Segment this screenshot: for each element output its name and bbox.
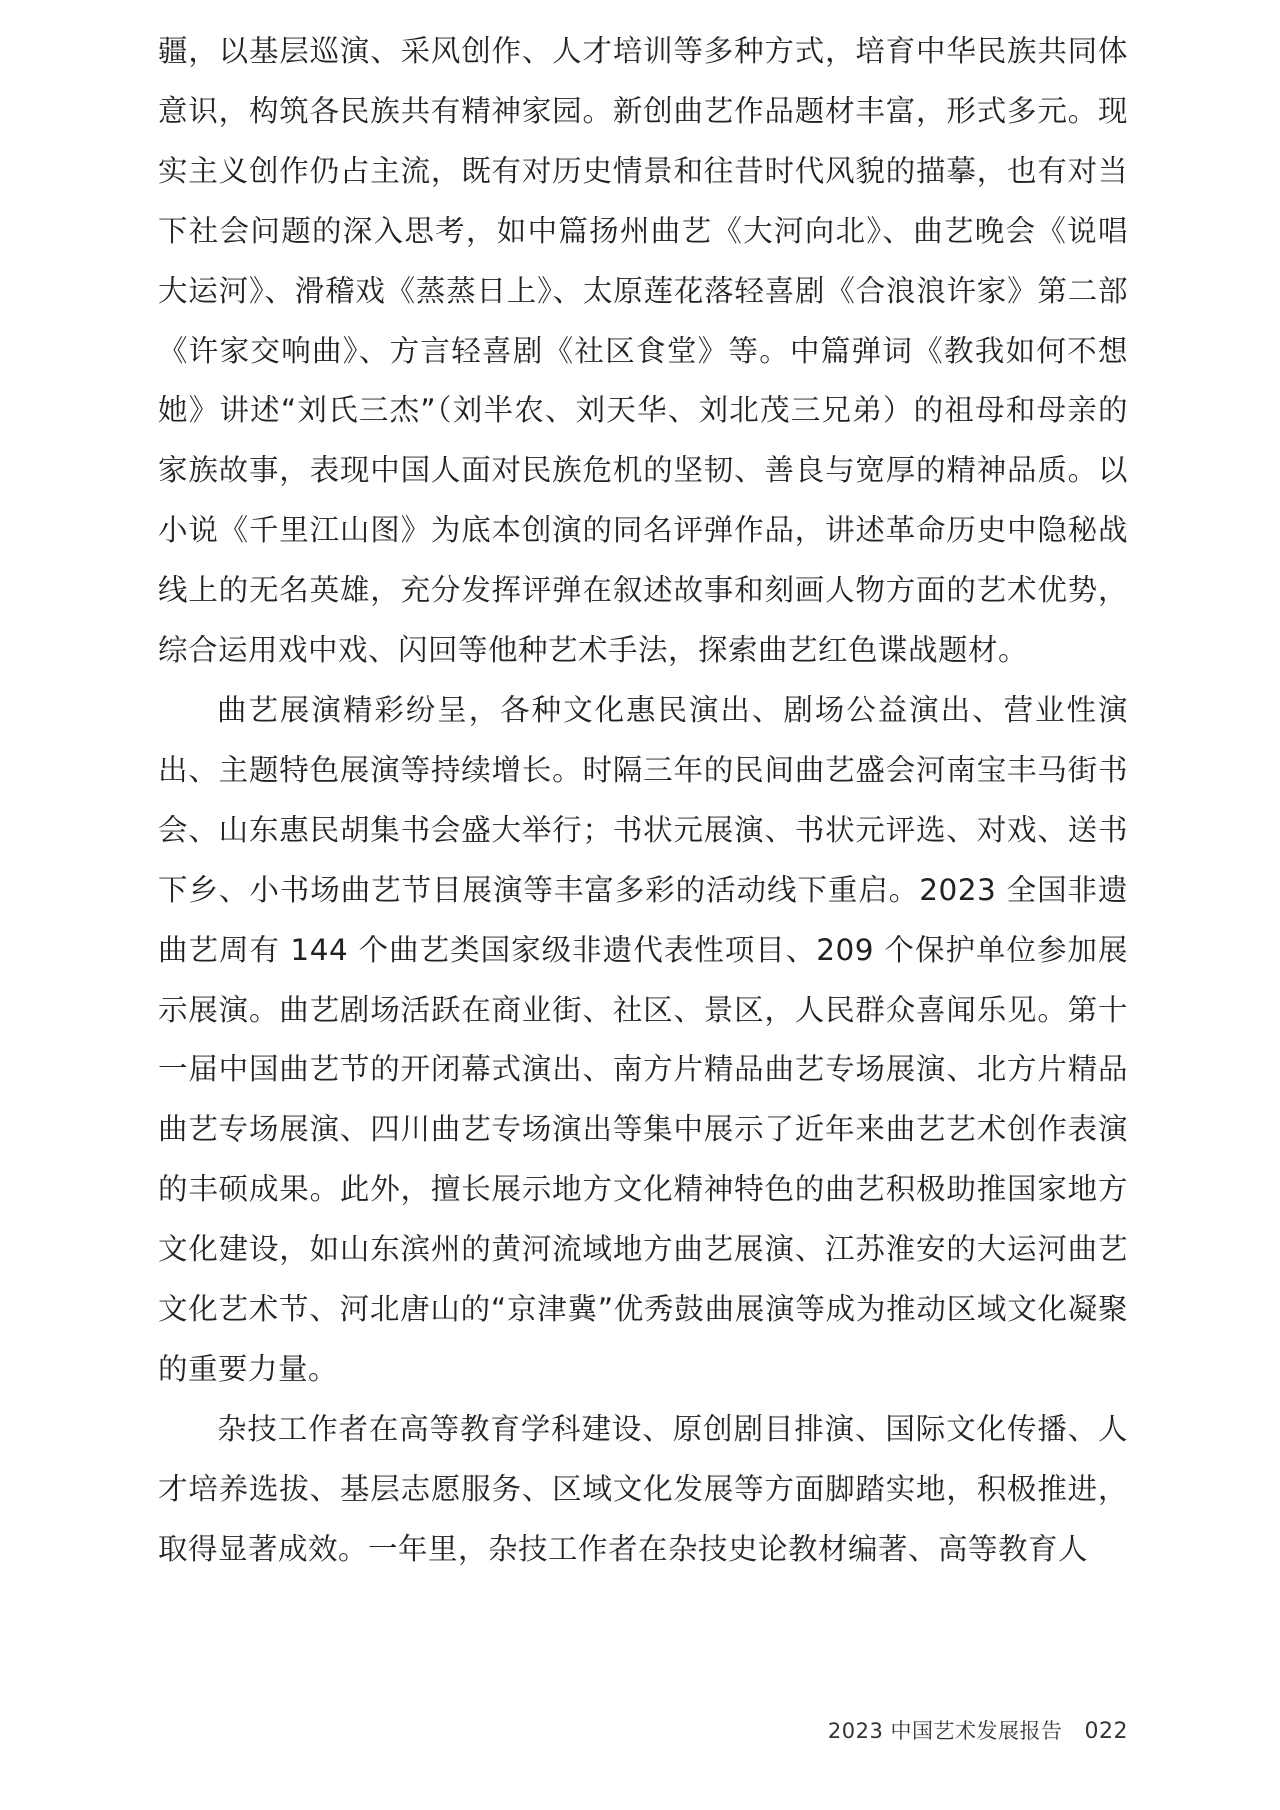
paragraph-quyi-performance: 曲艺展演精彩纷呈，各种文化惠民演出、剧场公益演出、营业性演出、主题特色展演等持续增长。时隔三年的民间曲艺盛会河南宝丰马街书会、山东惠民胡集书会盛大举行；书状元展演、书状元评选、对戏、送书下乡、小书场曲艺节目展演等丰富多彩的活动线下重启。2023 全国非遗曲艺周有 144 个曲艺类国家级非遗代表性项目、209 个保护单位参加展示展演。曲艺剧场活跃在商业街、社区、景区，人民群众喜闻乐见。第十一届中国曲艺节的开闭幕式演出、南方片精品曲艺专场展演、北方片精品曲艺专场展演、四川曲艺专场演出等集中展示了近年来曲艺艺术创作表演的丰硕成果。此外，擅长展示地方文化精神特色的曲艺积极助推国家地方文化建设，如山东滨州的黄河流域地方曲艺展演、江苏淮安的大运河曲艺文化艺术节、河北唐山的“京津冀”优秀鼓曲展演等成为推动区域文化凝聚的重要力量。: [158, 692, 1128, 1386]
page-footer: [828, 1715, 1128, 1745]
body-text: [158, 22, 1128, 1580]
paragraph-quyi-creation: 疆，以基层巡演、采风创作、人才培训等多种方式，培育中华民族共同体意识，构筑各民族共有精神家园。新创曲艺作品题材丰富，形式多元。现实主义创作仍占主流，既有对历史情景和往昔时代风貌的描摹，也有对当下社会问题的深入思考，如中篇扬州曲艺《大河向北》、曲艺晚会《说唱大运河》、滑稽戏《蒸蒸日上》、太原莲花落轻喜剧《合浪浪许家》第二部《许家交响曲》、方言轻喜剧《社区食堂》等。中篇弹词《教我如何不想她》讲述“刘氏三杰”（刘半农、刘天华、刘北茂三兄弟）的祖母和母亲的家族故事，表现中国人面对民族危机的坚韧、善良与宽厚的精神品质。以小说《千里江山图》为底本创演的同名评弹作品，讲述革命历史中隐秘战线上的无名英雄，充分发挥评弹在叙述故事和刻画人物方面的艺术优势，综合运用戏中戏、闪回等他种艺术手法，探索曲艺红色谍战题材。: [158, 34, 1128, 668]
page-number: 022: [1084, 1719, 1128, 1744]
paragraph-acrobatics: 杂技工作者在高等教育学科建设、原创剧目排演、国际文化传播、人才培养选拔、基层志愿服务、区域文化发展等方面脚踏实地，积极推进，取得显著成效。一年里，杂技工作者在杂技史论教材编著、高等教育人: [158, 1411, 1128, 1566]
footer-report-title: 2023 中国艺术发展报告: [827, 1719, 1063, 1743]
